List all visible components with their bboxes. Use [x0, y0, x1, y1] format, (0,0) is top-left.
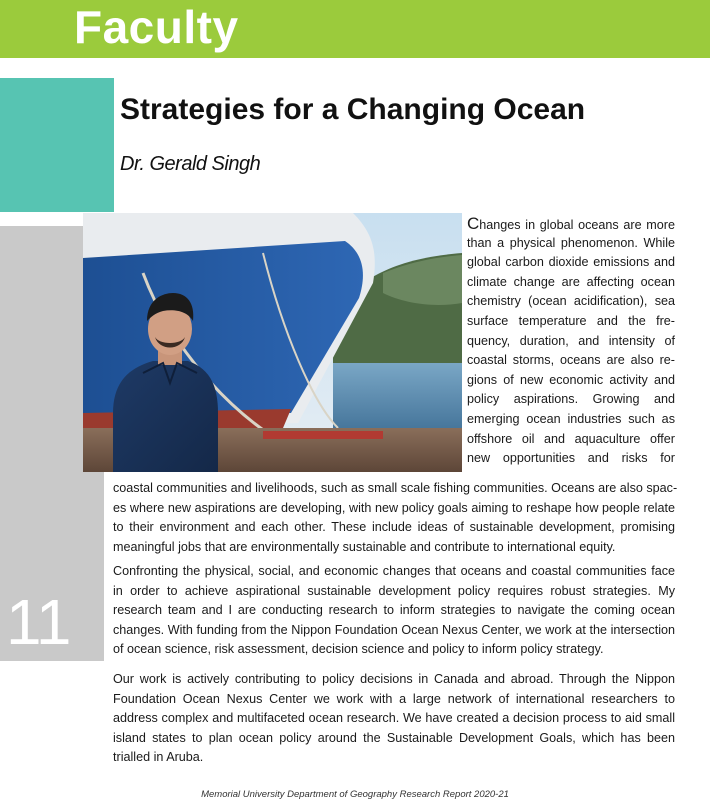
section-label: Faculty: [74, 1, 239, 53]
portrait-photo: [83, 213, 462, 472]
intro-line: climate change are affecting ocean: [467, 274, 675, 289]
person-torso: [113, 361, 218, 472]
body-paragraph-funding: Confronting the physical, social, and economic changes that oceans and coastal communities face in order to achieve aspirational sustainable development policy requires robust strategies. My research team and I are conducting research to inform strategies to navigate the coming ocean changes. With funding from the Nippon Foundation Ocean Nexus Center, we work at the intersection of ocean science, risk assessment, decision science and policy to inform policy strategy.: [113, 564, 675, 657]
intro-first-line: Changes in global oceans are more: [467, 214, 675, 233]
intro-line: emerging ocean industries such as: [467, 411, 675, 426]
intro-line: offshore oil and aquaculture offer: [467, 431, 675, 446]
intro-line: surface temperature and the fre-: [467, 313, 675, 328]
report-footer: Memorial University Department of Geography Research Report 2020-21: [201, 789, 509, 800]
intro-wide-line: meaningful jobs that are environmentally sustainable and contribute to international equity.: [113, 539, 616, 554]
intro-line: policy aspirations. Growing and: [467, 392, 675, 407]
body-paragraph-policy: Our work is actively contributing to policy decisions in Canada and abroad. Through the Nippon Foundation Ocean Nexus Center we work with a large network of international researchers to address complex and multifaceted ocean research. We have created a decision process to aid small island states to plan ocean policy around the Sustainable Development Goals, which has been trialled in Aruba.: [113, 672, 675, 765]
drop-cap: C: [467, 214, 480, 233]
intro-line: than a physical phenomenon. While: [467, 235, 675, 250]
intro-wrapped-text: [467, 214, 675, 469]
intro-wide-line: to their environment and each other. These include ideas of sustainable development, promising: [113, 520, 675, 535]
intro-line: new opportunities and risks for: [467, 451, 675, 466]
page-number: 11: [6, 586, 71, 658]
author-name: Dr. Gerald Singh: [120, 153, 261, 175]
intro-line: quency, duration, and intensity of: [467, 333, 675, 348]
harbour-water: [333, 363, 462, 438]
accent-block: [0, 78, 114, 212]
intro-line: global carbon dioxide emissions and: [467, 255, 675, 270]
intro-line: chemistry (ocean acidification), sea: [467, 294, 675, 309]
intro-line: gions of new economic activity and: [467, 372, 675, 387]
intro-wide-line: es where new aspirations are developing, with new policy goals aiming to reshape how people relate: [113, 500, 675, 515]
intro-line: coastal storms, oceans are also re-: [467, 353, 675, 368]
article-title: Strategies for a Changing Ocean: [120, 93, 586, 126]
intro-wide-line: coastal communities and livelihoods, such as small scale fishing communities. Oceans are also spac-: [113, 481, 678, 495]
intro-continued-text: [113, 479, 678, 557]
